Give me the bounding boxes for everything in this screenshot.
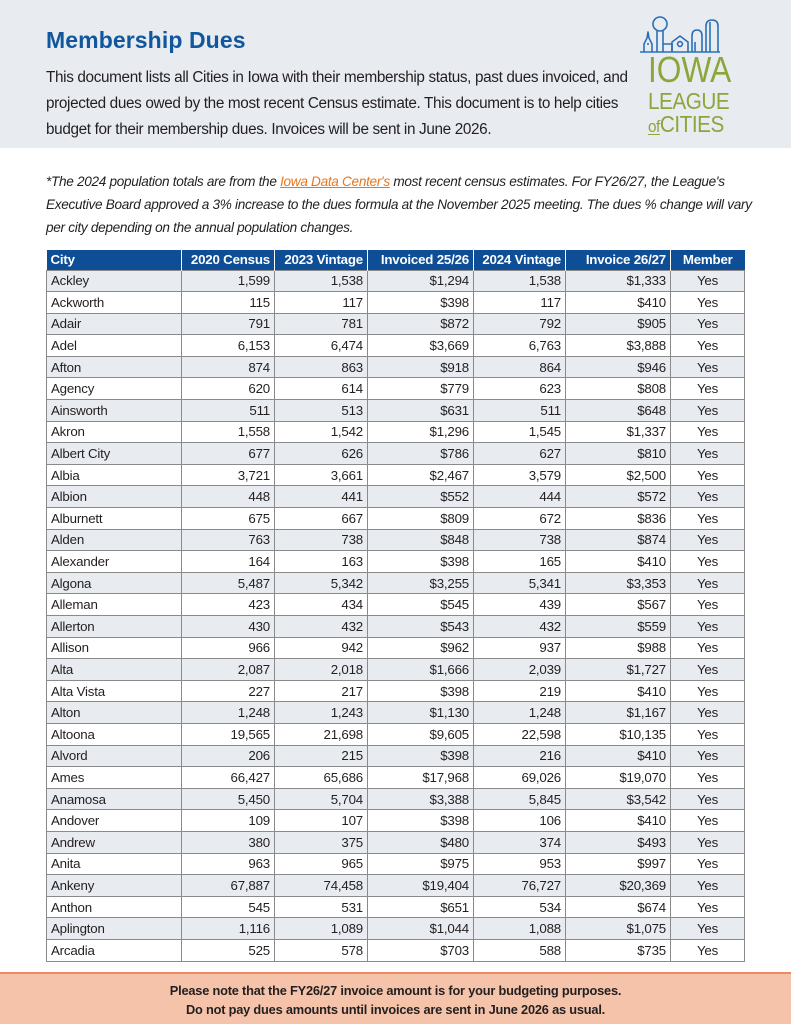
cell-2023-vintage: 107 (275, 810, 368, 832)
cell-invoice-26-27: $997 (566, 853, 671, 875)
cell-invoiced-25-26: $398 (368, 551, 474, 573)
cell-member: Yes (671, 875, 745, 897)
cell-2024-vintage: 374 (474, 831, 566, 853)
cell-2023-vintage: 531 (275, 896, 368, 918)
cell-city: Allison (47, 637, 182, 659)
cell-2024-vintage: 937 (474, 637, 566, 659)
logo-cities-text (648, 113, 724, 136)
logo-of-text: of (648, 117, 660, 136)
table-row (47, 810, 745, 832)
cell-2020-census: 164 (182, 551, 275, 573)
cell-2024-vintage: 439 (474, 594, 566, 616)
cell-member: Yes (671, 572, 745, 594)
cell-2020-census: 525 (182, 939, 275, 961)
cell-city: Arcadia (47, 939, 182, 961)
cell-invoiced-25-26: $1,296 (368, 421, 474, 443)
cell-invoice-26-27: $567 (566, 594, 671, 616)
cell-invoiced-25-26: $962 (368, 637, 474, 659)
cell-invoice-26-27: $946 (566, 356, 671, 378)
cell-member: Yes (671, 292, 745, 314)
membership-dues-table (46, 250, 745, 962)
cell-2020-census: 2,087 (182, 659, 275, 681)
cell-2023-vintage: 781 (275, 313, 368, 335)
cell-member: Yes (671, 313, 745, 335)
cell-2023-vintage: 5,342 (275, 572, 368, 594)
cell-invoice-26-27: $493 (566, 831, 671, 853)
table-body (47, 270, 745, 961)
cell-invoiced-25-26: $17,968 (368, 767, 474, 789)
cell-2024-vintage: 76,727 (474, 875, 566, 897)
cell-2020-census: 5,487 (182, 572, 275, 594)
cell-invoiced-25-26: $3,669 (368, 335, 474, 357)
cell-2023-vintage: 432 (275, 616, 368, 638)
cell-city: Ackley (47, 270, 182, 292)
cell-invoiced-25-26: $809 (368, 508, 474, 530)
cell-2024-vintage: 216 (474, 745, 566, 767)
cell-member: Yes (671, 788, 745, 810)
cell-city: Alton (47, 702, 182, 724)
table-row (47, 529, 745, 551)
table-row (47, 443, 745, 465)
cell-member: Yes (671, 529, 745, 551)
census-note (46, 170, 756, 239)
cell-member: Yes (671, 680, 745, 702)
cell-city: Altoona (47, 723, 182, 745)
cell-invoiced-25-26: $848 (368, 529, 474, 551)
cell-city: Alta Vista (47, 680, 182, 702)
cell-invoiced-25-26: $9,605 (368, 723, 474, 745)
cell-2023-vintage: 74,458 (275, 875, 368, 897)
cell-2024-vintage: 627 (474, 443, 566, 465)
cell-2020-census: 6,153 (182, 335, 275, 357)
cell-invoice-26-27: $1,075 (566, 918, 671, 940)
table-row (47, 292, 745, 314)
cell-invoice-26-27: $3,888 (566, 335, 671, 357)
logo-league-text: LEAGUE (648, 88, 730, 114)
table-row (47, 702, 745, 724)
cell-city: Agency (47, 378, 182, 400)
cell-2024-vintage: 444 (474, 486, 566, 508)
cell-city: Akron (47, 421, 182, 443)
cell-2020-census: 511 (182, 400, 275, 422)
cell-2023-vintage: 441 (275, 486, 368, 508)
cell-invoiced-25-26: $872 (368, 313, 474, 335)
cell-2024-vintage: 69,026 (474, 767, 566, 789)
city-skyline-icon (640, 14, 750, 54)
cell-2024-vintage: 511 (474, 400, 566, 422)
cell-member: Yes (671, 702, 745, 724)
cell-member: Yes (671, 723, 745, 745)
cell-invoice-26-27: $1,727 (566, 659, 671, 681)
cell-2020-census: 109 (182, 810, 275, 832)
cell-2024-vintage: 5,341 (474, 572, 566, 594)
logo-iowa-text: IOWA (648, 49, 732, 90)
budget-notice-banner (0, 972, 791, 1024)
cell-2020-census: 791 (182, 313, 275, 335)
table-row (47, 551, 745, 573)
cell-city: Alburnett (47, 508, 182, 530)
cell-2020-census: 675 (182, 508, 275, 530)
cell-invoice-26-27: $648 (566, 400, 671, 422)
table-row (47, 486, 745, 508)
page-header (0, 0, 791, 148)
table-row (47, 788, 745, 810)
table-row (47, 680, 745, 702)
note-prefix: *The 2024 population totals are from the (46, 174, 281, 189)
cell-2024-vintage: 117 (474, 292, 566, 314)
table-header-row (47, 250, 745, 270)
cell-2023-vintage: 513 (275, 400, 368, 422)
cell-2024-vintage: 534 (474, 896, 566, 918)
table-row (47, 659, 745, 681)
cell-2024-vintage: 2,039 (474, 659, 566, 681)
logo-cities-word: CITIES (659, 111, 724, 137)
cell-2024-vintage: 5,845 (474, 788, 566, 810)
cell-2020-census: 5,450 (182, 788, 275, 810)
cell-invoice-26-27: $808 (566, 378, 671, 400)
cell-member: Yes (671, 443, 745, 465)
cell-city: Ames (47, 767, 182, 789)
cell-2024-vintage: 623 (474, 378, 566, 400)
cell-2024-vintage: 864 (474, 356, 566, 378)
cell-member: Yes (671, 421, 745, 443)
cell-city: Alta (47, 659, 182, 681)
cell-city: Adair (47, 313, 182, 335)
cell-city: Anita (47, 853, 182, 875)
table-row (47, 464, 745, 486)
cell-2020-census: 448 (182, 486, 275, 508)
cell-invoice-26-27: $410 (566, 745, 671, 767)
cell-invoice-26-27: $2,500 (566, 464, 671, 486)
cell-invoice-26-27: $988 (566, 637, 671, 659)
cell-2020-census: 763 (182, 529, 275, 551)
table-row (47, 723, 745, 745)
cell-invoice-26-27: $10,135 (566, 723, 671, 745)
table-row (47, 918, 745, 940)
cell-2020-census: 423 (182, 594, 275, 616)
cell-invoice-26-27: $3,542 (566, 788, 671, 810)
cell-city: Albia (47, 464, 182, 486)
column-header-invoiced-25-26: Invoiced 25/26 (368, 250, 474, 270)
cell-2020-census: 545 (182, 896, 275, 918)
column-header-2023-vintage: 2023 Vintage (275, 250, 368, 270)
column-header-member: Member (671, 250, 745, 270)
cell-invoiced-25-26: $480 (368, 831, 474, 853)
cell-2023-vintage: 2,018 (275, 659, 368, 681)
cell-2020-census: 115 (182, 292, 275, 314)
table-row (47, 594, 745, 616)
cell-invoice-26-27: $735 (566, 939, 671, 961)
cell-2023-vintage: 965 (275, 853, 368, 875)
cell-2024-vintage: 588 (474, 939, 566, 961)
cell-city: Alvord (47, 745, 182, 767)
table-row (47, 421, 745, 443)
cell-invoice-26-27: $410 (566, 810, 671, 832)
cell-2023-vintage: 65,686 (275, 767, 368, 789)
cell-2020-census: 380 (182, 831, 275, 853)
cell-member: Yes (671, 594, 745, 616)
table-row (47, 875, 745, 897)
iowa-league-of-cities-logo (640, 14, 750, 136)
cell-2020-census: 1,116 (182, 918, 275, 940)
cell-member: Yes (671, 616, 745, 638)
cell-2020-census: 206 (182, 745, 275, 767)
cell-member: Yes (671, 831, 745, 853)
cell-city: Ankeny (47, 875, 182, 897)
cell-2024-vintage: 165 (474, 551, 566, 573)
table-row (47, 356, 745, 378)
cell-member: Yes (671, 810, 745, 832)
cell-member: Yes (671, 270, 745, 292)
cell-invoiced-25-26: $1,666 (368, 659, 474, 681)
cell-invoice-26-27: $874 (566, 529, 671, 551)
cell-2023-vintage: 3,661 (275, 464, 368, 486)
cell-invoice-26-27: $19,070 (566, 767, 671, 789)
cell-member: Yes (671, 767, 745, 789)
table-row (47, 853, 745, 875)
table-row (47, 313, 745, 335)
cell-invoiced-25-26: $703 (368, 939, 474, 961)
table-row (47, 831, 745, 853)
cell-city: Alden (47, 529, 182, 551)
cell-2020-census: 66,427 (182, 767, 275, 789)
cell-2024-vintage: 22,598 (474, 723, 566, 745)
cell-city: Afton (47, 356, 182, 378)
cell-2020-census: 620 (182, 378, 275, 400)
cell-member: Yes (671, 508, 745, 530)
cell-member: Yes (671, 486, 745, 508)
cell-city: Andrew (47, 831, 182, 853)
table-row (47, 572, 745, 594)
cell-invoice-26-27: $410 (566, 680, 671, 702)
cell-invoiced-25-26: $552 (368, 486, 474, 508)
cell-city: Andover (47, 810, 182, 832)
cell-2023-vintage: 942 (275, 637, 368, 659)
cell-invoiced-25-26: $1,044 (368, 918, 474, 940)
column-header-invoice-26-27: Invoice 26/27 (566, 250, 671, 270)
cell-2024-vintage: 953 (474, 853, 566, 875)
cell-2023-vintage: 614 (275, 378, 368, 400)
cell-invoice-26-27: $836 (566, 508, 671, 530)
intro-paragraph: This document lists all Cities in Iowa with their membership status, past dues invoiced, and projected dues owed by the most recent Census estimate. This document is to help cities budget for their membership dues. Invoices will be sent in June 2026. (46, 69, 628, 138)
cell-invoice-26-27: $1,167 (566, 702, 671, 724)
page-title: Membership Dues (46, 27, 246, 53)
cell-2024-vintage: 1,088 (474, 918, 566, 940)
cell-2020-census: 1,599 (182, 270, 275, 292)
cell-2024-vintage: 1,538 (474, 270, 566, 292)
cell-2023-vintage: 1,538 (275, 270, 368, 292)
cell-2023-vintage: 163 (275, 551, 368, 573)
cell-invoiced-25-26: $786 (368, 443, 474, 465)
iowa-data-center-link[interactable]: Iowa Data Center's (280, 174, 390, 189)
cell-member: Yes (671, 896, 745, 918)
cell-2023-vintage: 21,698 (275, 723, 368, 745)
cell-city: Alleman (47, 594, 182, 616)
cell-city: Anamosa (47, 788, 182, 810)
cell-2024-vintage: 1,545 (474, 421, 566, 443)
notice-line-1: Please note that the FY26/27 invoice amount is for your budgeting purposes. (169, 983, 622, 998)
cell-invoice-26-27: $3,353 (566, 572, 671, 594)
table-row (47, 745, 745, 767)
note-suffix: most recent census estimates. For FY26/27, the League's Executive Board approved a 3% increase to the dues formula at the November 2025 meeting. The dues % change will vary per city depending on the annual population changes. (46, 174, 752, 235)
cell-member: Yes (671, 356, 745, 378)
cell-2023-vintage: 1,089 (275, 918, 368, 940)
cell-member: Yes (671, 659, 745, 681)
cell-2020-census: 963 (182, 853, 275, 875)
table-row (47, 637, 745, 659)
cell-2020-census: 3,721 (182, 464, 275, 486)
cell-2023-vintage: 375 (275, 831, 368, 853)
cell-2024-vintage: 738 (474, 529, 566, 551)
cell-city: Ackworth (47, 292, 182, 314)
table-row (47, 378, 745, 400)
cell-city: Allerton (47, 616, 182, 638)
cell-invoiced-25-26: $545 (368, 594, 474, 616)
table-row (47, 270, 745, 292)
table-row (47, 896, 745, 918)
cell-2023-vintage: 667 (275, 508, 368, 530)
cell-2023-vintage: 863 (275, 356, 368, 378)
cell-member: Yes (671, 918, 745, 940)
cell-invoiced-25-26: $543 (368, 616, 474, 638)
cell-invoice-26-27: $410 (566, 292, 671, 314)
cell-2020-census: 67,887 (182, 875, 275, 897)
cell-invoice-26-27: $20,369 (566, 875, 671, 897)
column-header-2024-vintage: 2024 Vintage (474, 250, 566, 270)
cell-invoiced-25-26: $631 (368, 400, 474, 422)
cell-2023-vintage: 6,474 (275, 335, 368, 357)
cell-city: Albert City (47, 443, 182, 465)
cell-city: Aplington (47, 918, 182, 940)
cell-2023-vintage: 117 (275, 292, 368, 314)
table-row (47, 508, 745, 530)
cell-city: Alexander (47, 551, 182, 573)
cell-invoiced-25-26: $779 (368, 378, 474, 400)
cell-member: Yes (671, 853, 745, 875)
cell-member: Yes (671, 939, 745, 961)
cell-invoiced-25-26: $1,294 (368, 270, 474, 292)
cell-invoice-26-27: $905 (566, 313, 671, 335)
cell-member: Yes (671, 745, 745, 767)
cell-2020-census: 430 (182, 616, 275, 638)
cell-2020-census: 966 (182, 637, 275, 659)
cell-2023-vintage: 738 (275, 529, 368, 551)
cell-invoiced-25-26: $398 (368, 680, 474, 702)
cell-2024-vintage: 6,763 (474, 335, 566, 357)
cell-invoiced-25-26: $3,388 (368, 788, 474, 810)
cell-2024-vintage: 432 (474, 616, 566, 638)
cell-2023-vintage: 215 (275, 745, 368, 767)
cell-city: Algona (47, 572, 182, 594)
table-row (47, 400, 745, 422)
cell-2020-census: 1,248 (182, 702, 275, 724)
cell-invoice-26-27: $1,333 (566, 270, 671, 292)
cell-invoice-26-27: $559 (566, 616, 671, 638)
cell-2024-vintage: 792 (474, 313, 566, 335)
cell-invoiced-25-26: $2,467 (368, 464, 474, 486)
cell-invoice-26-27: $1,337 (566, 421, 671, 443)
table-row (47, 616, 745, 638)
cell-2023-vintage: 626 (275, 443, 368, 465)
cell-2020-census: 19,565 (182, 723, 275, 745)
cell-2023-vintage: 1,243 (275, 702, 368, 724)
cell-2024-vintage: 1,248 (474, 702, 566, 724)
table-row (47, 335, 745, 357)
cell-invoiced-25-26: $398 (368, 810, 474, 832)
table-row (47, 939, 745, 961)
cell-city: Adel (47, 335, 182, 357)
cell-invoiced-25-26: $651 (368, 896, 474, 918)
column-header-city: City (47, 250, 182, 270)
cell-2020-census: 227 (182, 680, 275, 702)
cell-member: Yes (671, 378, 745, 400)
cell-invoiced-25-26: $3,255 (368, 572, 474, 594)
cell-city: Ainsworth (47, 400, 182, 422)
cell-member: Yes (671, 464, 745, 486)
cell-2023-vintage: 5,704 (275, 788, 368, 810)
cell-member: Yes (671, 551, 745, 573)
cell-city: Albion (47, 486, 182, 508)
cell-invoiced-25-26: $918 (368, 356, 474, 378)
column-header-2020-census: 2020 Census (182, 250, 275, 270)
cell-member: Yes (671, 637, 745, 659)
cell-2023-vintage: 578 (275, 939, 368, 961)
cell-invoiced-25-26: $398 (368, 745, 474, 767)
table-row (47, 767, 745, 789)
cell-invoice-26-27: $810 (566, 443, 671, 465)
cell-2024-vintage: 106 (474, 810, 566, 832)
cell-invoice-26-27: $674 (566, 896, 671, 918)
cell-2020-census: 874 (182, 356, 275, 378)
cell-2024-vintage: 3,579 (474, 464, 566, 486)
cell-2023-vintage: 1,542 (275, 421, 368, 443)
cell-invoice-26-27: $410 (566, 551, 671, 573)
cell-2020-census: 1,558 (182, 421, 275, 443)
cell-member: Yes (671, 335, 745, 357)
cell-2020-census: 677 (182, 443, 275, 465)
cell-2023-vintage: 217 (275, 680, 368, 702)
cell-2023-vintage: 434 (275, 594, 368, 616)
cell-invoiced-25-26: $975 (368, 853, 474, 875)
cell-2024-vintage: 219 (474, 680, 566, 702)
cell-city: Anthon (47, 896, 182, 918)
cell-2024-vintage: 672 (474, 508, 566, 530)
cell-invoiced-25-26: $1,130 (368, 702, 474, 724)
cell-invoice-26-27: $572 (566, 486, 671, 508)
notice-line-2: Do not pay dues amounts until invoices are sent in June 2026 as usual. (185, 1002, 606, 1017)
cell-invoiced-25-26: $398 (368, 292, 474, 314)
cell-member: Yes (671, 400, 745, 422)
cell-invoiced-25-26: $19,404 (368, 875, 474, 897)
